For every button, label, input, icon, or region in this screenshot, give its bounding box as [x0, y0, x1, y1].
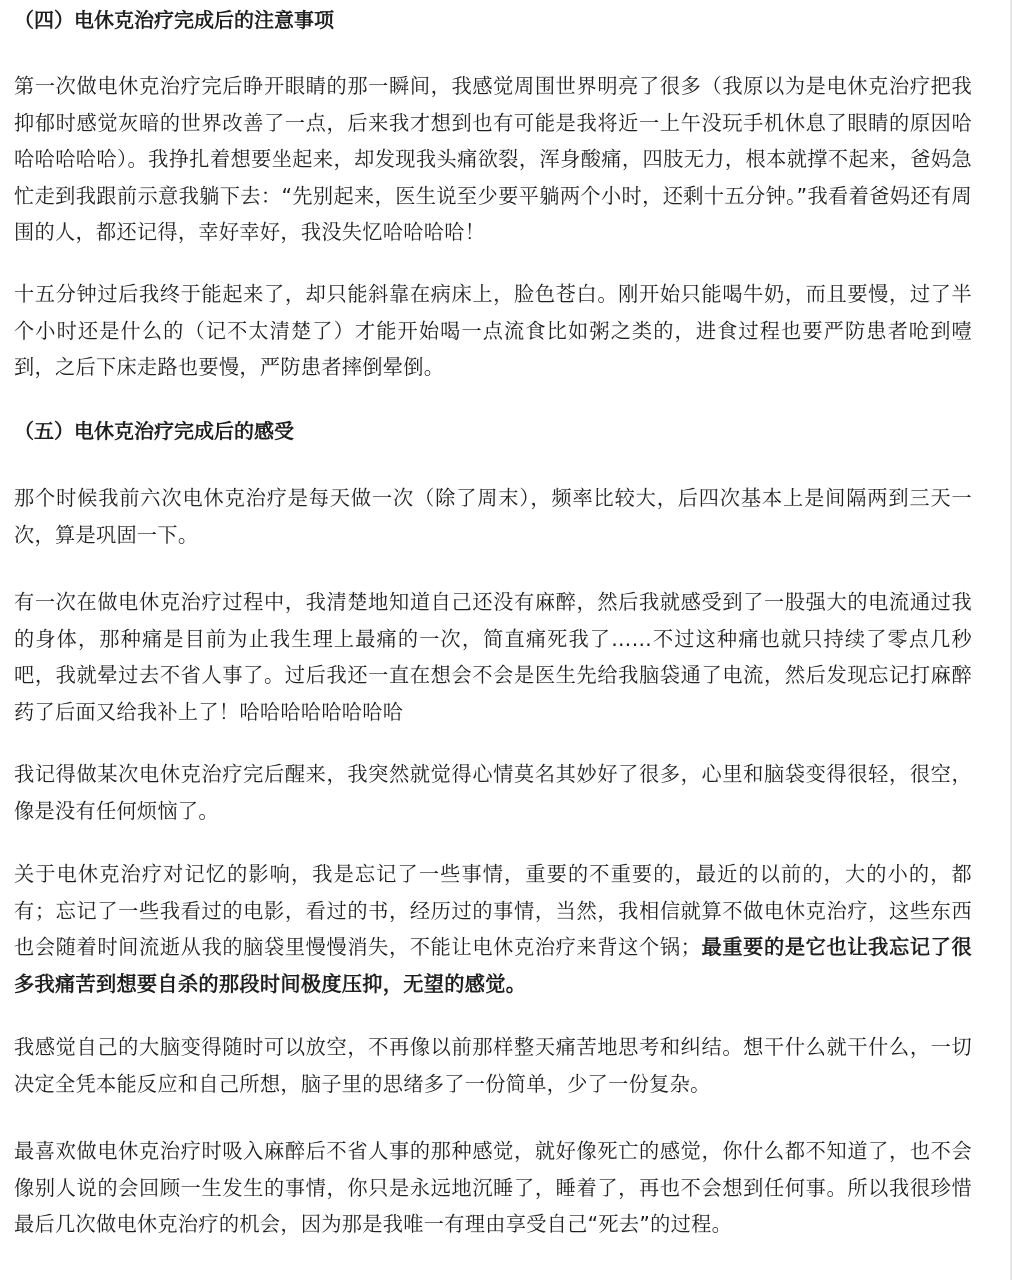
paragraph-memory — [14, 856, 972, 1002]
paragraph-frequency: 那个时候我前六次电休克治疗是每天做一次（除了周末），频率比较大，后四次基本上是间隔两到三天一次，算是巩固一下。 — [14, 486, 972, 547]
paragraph-mood: 我记得做某次电休克治疗完后醒来，我突然就觉得心情莫名其妙好了很多，心里和脑袋变得很轻，很空，像是没有任何烦恼了。 — [14, 762, 972, 823]
memory-bold-text: 最重要的是它也让我忘记了很多我痛苦到想要自杀的那段时间极度压抑，无望的感觉。 — [14, 935, 973, 996]
paragraph-anesthesia-feeling: 最喜欢做电休克治疗时吸入麻醉后不省人事的那种感觉，就好像死亡的感觉，你什么都不知道了，也不会像别人说的会回顾一生发生的事情，你只是永远地沉睡了，睡着了，再也不会想到任何事。所以我很珍惜最后几次做电休克治疗的机会，因为那是我唯一有理由享受自己“死去”的过程。 — [14, 1139, 972, 1236]
paragraph-first-treatment: 第一次做电休克治疗完后睁开眼睛的那一瞬间，我感觉周围世界明亮了很多（我原以为是电休克治疗把我抑郁时感觉灰暗的世界改善了一点，后来我才想到也有可能是我将近一上午没玩手机休息了眼睛的原因哈哈哈哈哈哈）。我挣扎着想要坐起来，却发现我头痛欲裂，浑身酸痛，四肢无力，根本就撑不起来，爸妈急忙走到我跟前示意我躺下去：“先别起来，医生说至少要平躺两个小时，还剩十五分钟。”我看着爸妈还有周围的人，都还记得，幸好幸好，我没失忆哈哈哈哈！ — [14, 74, 972, 244]
memory-text: 关于电休克治疗对记忆的影响，我是忘记了一些事情，重要的不重要的，最近的以前的，大的小的，都有；忘记了一些我看过的电影，看过的书，经历过的事情，当然，我相信就算不做电休克治疗，这些东西也会随着时间流逝从我的脑袋里慢慢消失，不能让电休克治疗来背这个锅； — [14, 862, 972, 959]
paragraph-mind-clear: 我感觉自己的大脑变得随时可以放空，不再像以前那样整天痛苦地思考和纠结。想干什么就干什么，一切决定全凭本能反应和自己所想，脑子里的思绪多了一份简单，少了一份复杂。 — [14, 1035, 972, 1096]
section-heading-4: （四）电休克治疗完成后的注意事项 — [14, 8, 334, 32]
section-heading-5: （五）电休克治疗完成后的感受 — [14, 419, 294, 443]
paragraph-no-anesthesia: 有一次在做电休克治疗过程中，我清楚地知道自己还没有麻醉，然后我就感受到了一股强大的电流通过我的身体，那种痛是目前为止我生理上最痛的一次，简直痛死我了……不过这种痛也就只持续了零点几秒吧，我就晕过去不省人事了。过后我还一直在想会不会是医生先给我脑袋通了电流，然后发现忘记打麻醉药了后面又给我补上了！哈哈哈哈哈哈哈哈 — [14, 590, 972, 724]
paragraph-recovery: 十五分钟过后我终于能起来了，却只能斜靠在病床上，脸色苍白。刚开始只能喝牛奶，而且要慢，过了半个小时还是什么的（记不太清楚了）才能开始喝一点流食比如粥之类的，进食过程也要严防患者呛到噎到，之后下床走路也要慢，严防患者摔倒晕倒。 — [14, 282, 972, 379]
